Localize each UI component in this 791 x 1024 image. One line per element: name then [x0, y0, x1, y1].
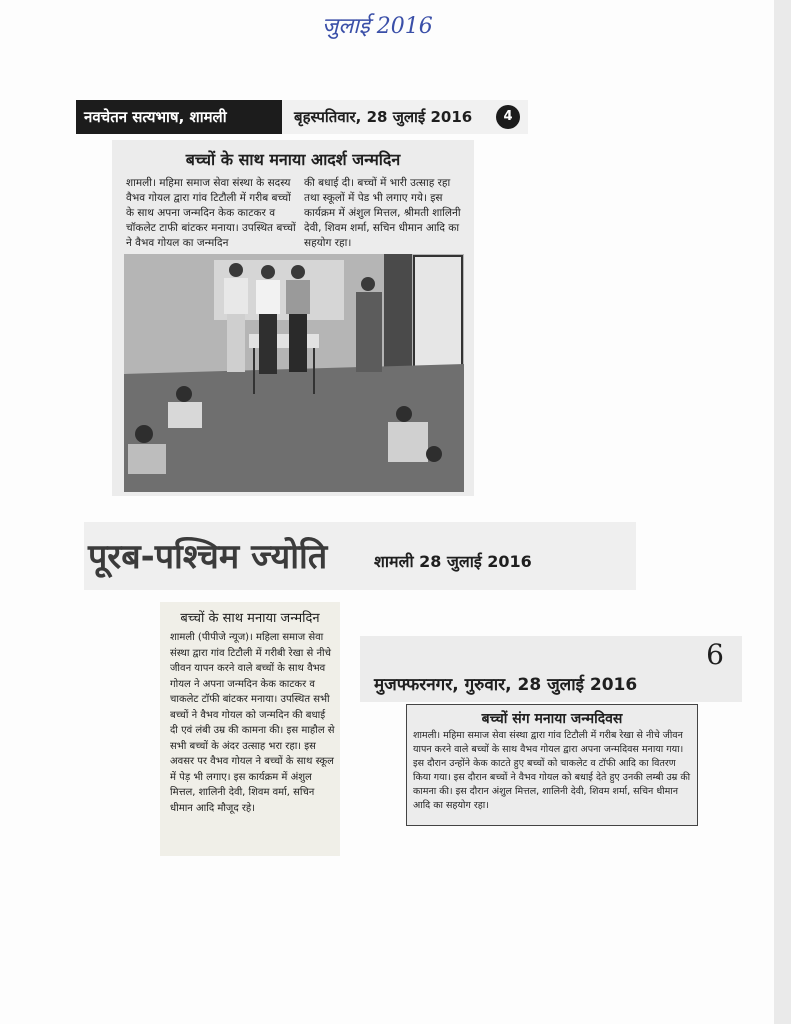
clip1-column-2: की बधाई दी। बच्चों में भारी उत्साह रहा तथा स्कूलों में पेड भी लगाए गये। इस कार्यक्रम में अंशुल मित्तल, श्रीमती शालिनी देवी, शिवम शर्मा, सचिन धीमान आदि का सहयोग रहा। — [304, 177, 461, 249]
clip3-headline: बच्चों संग मनाया जन्मदिवस — [481, 711, 623, 727]
classroom-photo-illustration — [124, 254, 464, 492]
clip3-body: शामली। महिमा समाज सेवा संस्था द्वारा गांव टिटौली में गरीब रेखा से नीचे जीवन यापन करने वाले बच्चों के साथ वैभव गोयल द्वारा अपना जन्मदिवस मनाया गया। इस दौरान उन्होंने केक काटते हुए बच्चों को चाकलेट व टॉफी आदि का वितरण किया गया। इस दौरान बच्चों ने वैभव गोयल को बधाई देते हुए उनकी लम्बी उम्र की कामना की। इस दौरान अंशुल मित्तल, शालिनी देवी, शिवम शर्मा, सचिन धीमान आदि का सहयोग रहा। — [413, 730, 691, 811]
clip1-date: बृहस्पतिवार, 28 जुलाई 2016 — [294, 108, 473, 126]
clip2-paper-name: पूरब-पश्चिम ज्योति — [88, 537, 328, 577]
clip1-paper-name: नवचेतन सत्यभाष, शामली — [76, 100, 282, 134]
clip2-headline: बच्चों के साथ मनाया जन्मदिन — [180, 611, 320, 626]
clip3-paper-name: मुजफ्फरनगर, गुरुवार, 28 जुलाई 2016 — [374, 675, 638, 695]
clip3-article — [406, 704, 698, 826]
clip2-masthead — [84, 522, 636, 590]
clip2-article — [160, 602, 340, 856]
clip1-column-1: शामली। महिमा समाज सेवा संस्था के सदस्य वैभव गोयल द्वारा गांव टिटौली में गरीब बच्चों के साथ अपना जन्मदिन केक काटकर व चॉकलेट टाफी बांटकर मनाया। उपस्थित बच्चों ने वैभव गोयल का जन्मदिन — [126, 177, 296, 249]
clip1-photo — [124, 254, 464, 492]
clip3-page-number: 6 — [706, 638, 724, 671]
clip2-date: शामली 28 जुलाई 2016 — [374, 552, 532, 571]
clip3-masthead — [360, 636, 742, 702]
clip2-body: शामली (पीपीजे न्यूज)। महिला समाज सेवा संस्था द्वारा गांव टिटौली में गरीबी रेखा से नीचे जीवन यापन करने वाले बच्चों के साथ वैभव गोयल ने अपना जन्मदिन केक काटकर व चाकलेट टॉफी बांटकर मनाया। उपस्थित सभी बच्चों ने वैभव गोयल को जन्मदिन की बधाई दी एवं लंबी उम्र की कामना की। इस माहौल से सभी बच्चों के अंदर उत्साह भरा रहा। इस अवसर पर वैभव गोयल ने बच्चों के साथ स्कूल में पेड़ भी लगाए। इस कार्यक्रम में अंशुल मित्तल, शालिनी देवी, शिवम वर्मा, सचिन धीमान आदि मौजूद रहे। — [170, 632, 335, 814]
clip1-masthead — [76, 100, 528, 134]
handwritten-date-note: जुलाई 2016 — [322, 14, 433, 39]
scanner-edge — [774, 0, 791, 1024]
clip1-article — [112, 140, 474, 496]
clip1-page-number: 4 — [496, 105, 520, 129]
clip1-headline: बच्चों के साथ मनाया आदर्श जन्मदिन — [185, 150, 401, 169]
